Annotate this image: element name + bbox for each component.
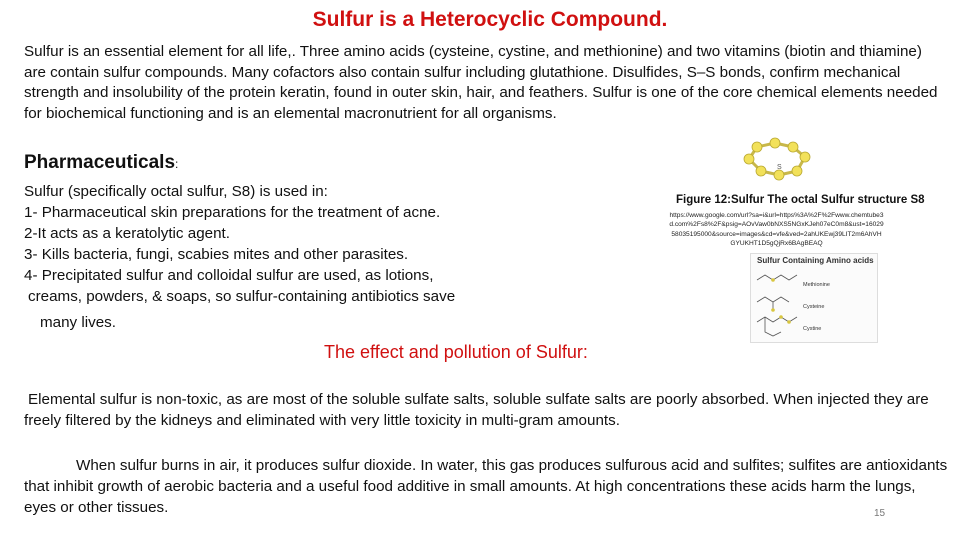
effect-paragraph-2 xyxy=(24,455,949,518)
pharmaceuticals-line: 3- Kills bacteria, fungi, scabies mites and other parasites. xyxy=(24,246,409,263)
pharmaceuticals-heading-colon: : xyxy=(175,157,179,171)
pharmaceuticals-heading xyxy=(24,152,178,174)
amino-acid-name: Cysteine xyxy=(803,304,825,310)
page-number: 15 xyxy=(874,508,886,519)
pharmaceuticals-line: 2-It acts as a keratolytic agent. xyxy=(24,225,230,242)
figure-source-url[interactable]: https://www.google.com/url?sa=i&url=https%3A%2F%2Fwww.chemtube3d.com%2Fs8%2F&psig=AOvVaw0bNXS5NGxKJeh07eC0m8&ust=1602958035195000&source=images&cd=vfe&ved=2ahUKEwj39LIT2m6AhVHGYUKHT1D5gQjRx6BAgBEAQ xyxy=(669,212,884,248)
s8-atom-label: S xyxy=(777,164,782,171)
slide-title: Sulfur is a Heterocyclic Compound. xyxy=(312,8,668,31)
intro-paragraph: Sulfur is an essential element for all life,. Three amino acids (cysteine, cystine, and methionine) and two vitamins (biotin and thiamine) are contain sulfur compounds. Many cofactors also contain sulfur including glutathione. Disulfides, S–S bonds, confirm mechanical strength and insolubility of the protein keratin, found in outer skin, hair, and feathers. Sulfur is one of the core chemical elements needed for biochemical functioning and is an elemental macronutrient for all organisms. xyxy=(24,43,938,122)
pharmaceuticals-list xyxy=(24,181,504,333)
effect-paragraph-1 xyxy=(24,389,949,431)
pharmaceuticals-line: 4- Precipitated sulfur and colloidal sulfur are used, as lotions, xyxy=(24,267,434,284)
pharmaceuticals-heading-text: Pharmaceuticals xyxy=(24,152,176,173)
amino-acid-name: Methionine xyxy=(803,282,830,288)
amino-acids-figure xyxy=(750,253,878,343)
s8-ring-figure xyxy=(735,137,825,185)
effect-heading: The effect and pollution of Sulfur: xyxy=(324,342,588,362)
effect-paragraph-1-text: Elemental sulfur is non-toxic, as are most of the soluble sulfate salts, soluble sulfate salts are poorly absorbed. When injected they are freely filtered by the kidneys and eliminated with very little toxicity in multi-gram amounts. xyxy=(24,391,929,429)
amino-acids-structures xyxy=(755,270,801,340)
figure-caption: Figure 12:Sulfur The octal Sulfur structure S8 xyxy=(676,194,925,206)
pharmaceuticals-line: creams, powders, & soaps, so sulfur-containing antibiotics save xyxy=(28,288,456,305)
amino-acids-figure-title: Sulfur Containing Amino acids xyxy=(757,256,874,265)
pharmaceuticals-line: 1- Pharmaceutical skin preparations for the treatment of acne. xyxy=(24,204,441,221)
pharmaceuticals-line: many lives. xyxy=(40,314,116,331)
effect-paragraph-2-text: When sulfur burns in air, it produces sulfur dioxide. In water, this gas produces sulfurous acid and sulfites; sulfites are antioxidants that inhibit growth of aerobic bacteria and a useful food additive in small amounts. At high concentrations these acids harm the lungs, eyes or other tissues. xyxy=(24,457,948,516)
pharmaceuticals-line: Sulfur (specifically octal sulfur, S8) is used in: xyxy=(24,183,328,200)
amino-acid-name: Cystine xyxy=(803,326,822,332)
